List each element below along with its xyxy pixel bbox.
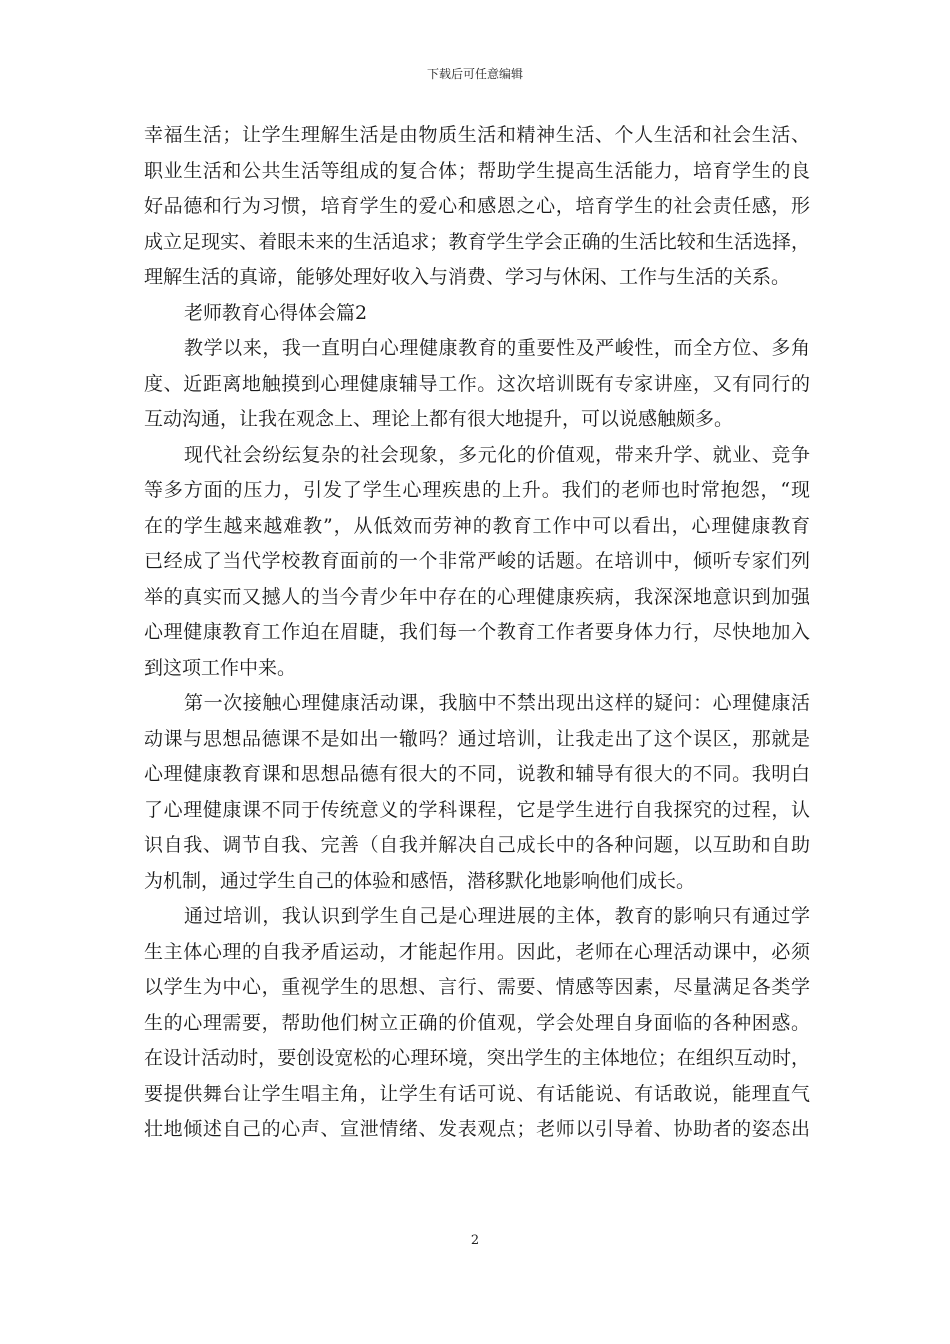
text-line: 生的心理需要，帮助他们树立正确的价值观，学会处理自身面临的各种困惑。 <box>144 1011 810 1034</box>
text-line: 识自我、调节自我、完善（自我并解决自己成长中的各种问题，以互助和自助 <box>144 834 810 856</box>
text-line: 以学生为中心，重视学生的思想、言行、需要、情感等因素，尽量满足各类学 <box>144 976 810 998</box>
text-line: 生主体心理的自我矛盾运动，才能起作用。因此，老师在心理活动课中，必须 <box>144 940 810 963</box>
text-line: 互动沟通，让我在观念上、理论上都有很大地提升，可以说感触颇多。 <box>144 408 734 430</box>
text-line: 了心理健康课不同于传统意义的学科课程，它是学生进行自我探究的过程，认 <box>144 798 810 821</box>
document-body <box>144 118 810 1148</box>
text-line: 到这项工作中来。 <box>144 656 297 679</box>
text-line: 成立足现实、着眼未来的生活追求；教育学生学会正确的生活比较和生活选择， <box>144 230 810 253</box>
text-line: 教学以来，我一直明白心理健康教育的重要性及严峻性，而全方位、多角 <box>184 337 810 359</box>
text-line: 举的真实而又撼人的当今青少年中存在的心理健康疾病，我深深地意识到加强 <box>144 585 810 608</box>
text-line: 为机制，通过学生自己的体验和感悟，潜移默化地影响他们成长。 <box>144 869 696 892</box>
text-line: 第一次接触心理健康活动课，我脑中不禁出现出这样的疑问：心理健康活 <box>184 692 810 714</box>
text-line: 动课与思想品德课不是如出一辙吗？通过培训，让我走出了这个误区，那就是 <box>144 727 810 750</box>
text-line: 心理健康教育工作迫在眉睫，我们每一个教育工作者要身体力行，尽快地加入 <box>144 621 810 643</box>
text-line: 幸福生活；让学生理解生活是由物质生活和精神生活、个人生活和社会生活、 <box>144 124 810 146</box>
text-line: 职业生活和公共生活等组成的复合体；帮助学生提高生活能力，培育学生的良 <box>144 159 810 182</box>
text-line: 心理健康教育课和思想品德有很大的不同，说教和辅导有很大的不同。我明白 <box>144 763 810 785</box>
text-line: 理解生活的真谛，能够处理好收入与消费、学习与休闲、工作与生活的关系。 <box>144 266 791 288</box>
text-line: 已经成了当代学校教育面前的一个非常严峻的话题。在培训中，倾听专家们列 <box>144 550 810 572</box>
text-line: 现代社会纷纭复杂的社会现象，多元化的价值观，带来升学、就业、竞争 <box>184 443 810 466</box>
text-line: 壮地倾述自己的心声、宣泄情绪、发表观点；老师以引导着、协助者的姿态出 <box>144 1118 810 1140</box>
text-line: 好品德和行为习惯，培育学生的爱心和感恩之心，培育学生的社会责任感，形 <box>144 195 810 217</box>
text-line: 等多方面的压力，引发了学生心理疾患的上升。我们的老师也时常抱怨，“现 <box>144 479 810 501</box>
page-header: 下载后可任意编辑 <box>426 67 523 81</box>
text-line: 老师教育心得体会篇2 <box>184 301 368 324</box>
page-number: 2 <box>470 1233 480 1248</box>
text-line: 在的学生越来越难教”，从低效而劳神的教育工作中可以看出，心理健康教育 <box>144 514 810 537</box>
text-line: 度、近距离地触摸到心理健康辅导工作。这次培训既有专家讲座，又有同行的 <box>144 372 810 395</box>
text-line: 要提供舞台让学生唱主角，让学生有话可说、有话能说、有话敢说，能理直气 <box>144 1082 810 1105</box>
text-line: 通过培训，我认识到学生自己是心理进展的主体，教育的影响只有通过学 <box>184 905 810 927</box>
text-line: 在设计活动时，要创设宽松的心理环境，突出学生的主体地位；在组织互动时， <box>144 1047 810 1069</box>
